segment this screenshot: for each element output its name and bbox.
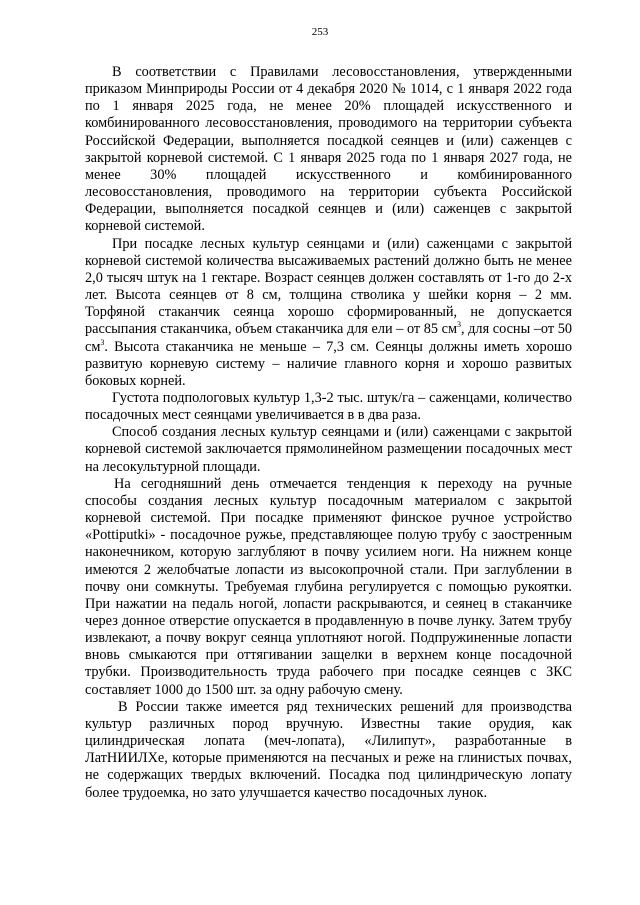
paragraph-text-part: , для сосны –от 50 см bbox=[85, 321, 572, 355]
paragraph-density: Густота подпологовых культур 1,3-2 тыс. штук/га – саженцами, количество посадочных мест сеянцами увеличивается в в два раза. bbox=[85, 389, 572, 424]
paragraph-pottiputki: На сегодняшний день отмечается тенденция к переходу на ручные способы создания лесных культур посадочным материалом с закрытой корневой системой. При посадке применяют финское ручное устройство «Pottiputki» - посадочное ружье, представляющее полую трубу с заостренным наконечником, которую заглубляют в почву усилием ноги. На нижнем конце имеются 2 желобчатые лопасти из высокопрочной стали. При заглублении в почву они сомкнуты. Требуемая глубина регулируется с помощью рукоятки. При нажатии на педаль ногой, лопасти раскрываются, и сеянец в стаканчике через донное отверстие опускается в продавленную в почве лунку. Затем трубу извлекают, а почву вокруг сеянца уплотняют ногой. Подпружиненные лопасти вновь смыкаются при оттягивании защелки в верхнем конце посадочной трубки. Производительность труда рабочего при посадке сеянцев с ЗКС составляет 1000 до 1500 шт. за одну рабочую смену. bbox=[85, 475, 572, 698]
superscript: 3 bbox=[457, 320, 461, 330]
paragraph-text-part: При посадке лесных культур сеянцами и (или) саженцами с закрытой корневой системой количества высаживаемых растений должно быть не менее 2,0 тысяч штук на 1 гектаре. Возраст сеянцев должен составлять от 1-го до 2-х лет. Высота сеянцев от 8 см, толщина стволика у шейки корня – 2 мм. Торфяной стаканчик сеянца хорошо сформированный, не допускается рассыпания стаканчика, объем стаканчика для ели – от 85 см bbox=[85, 235, 572, 338]
paragraph-reforestation-rules: В соответствии с Правилами лесовосстановления, утвержденными приказом Минприроды России от 4 декабря 2020 № 1014, с 1 января 2022 года по 1 января 2025 года, не менее 20% площадей искусственного и комбинированного лесовосстановления, проводимого на территории субъекта Российской Федерации, выполняется посадкой сеянцев и (или) саженцев с закрытой корневой системой. С 1 января 2025 года по 1 января 2027 года, не менее 30% площадей искусственного и комбинированного лесовосстановления, проводимого на территории субъекта Российской Федерации, выполняется посадкой сеянцев и (или) саженцев с закрытой корневой системой. bbox=[85, 64, 572, 235]
page-number: 253 bbox=[311, 26, 329, 38]
body-text bbox=[85, 64, 572, 802]
paragraph-planting-method: Способ создания лесных культур сеянцами и (или) саженцами с закрытой корневой системой заключается прямолинейном размещении посадочных мест на лесокультурной площади. bbox=[85, 424, 572, 475]
paragraph-planting-requirements bbox=[85, 236, 572, 390]
superscript: 3 bbox=[100, 337, 105, 347]
paragraph-text-part: . Высота стаканчика не меньше – 7,3 см. Сеянцы должны иметь хорошо развитую корневую систему – наличие главного корня и хорошо развитых боковых корней. bbox=[85, 338, 572, 389]
paragraph-russian-tools: В России также имеется ряд технических решений для производства культур различных пород вручную. Известны такие орудия, как цилиндрическая лопата (меч-лопата), «Лилипут», разработанные в ЛатНИИЛХе, которые применяются на песчаных и реже на глинистых почвах, не содержащих твердых включений. Посадка под цилиндрическую лопату более трудоемка, но зато улучшается качество посадочных лунок. bbox=[85, 698, 572, 801]
